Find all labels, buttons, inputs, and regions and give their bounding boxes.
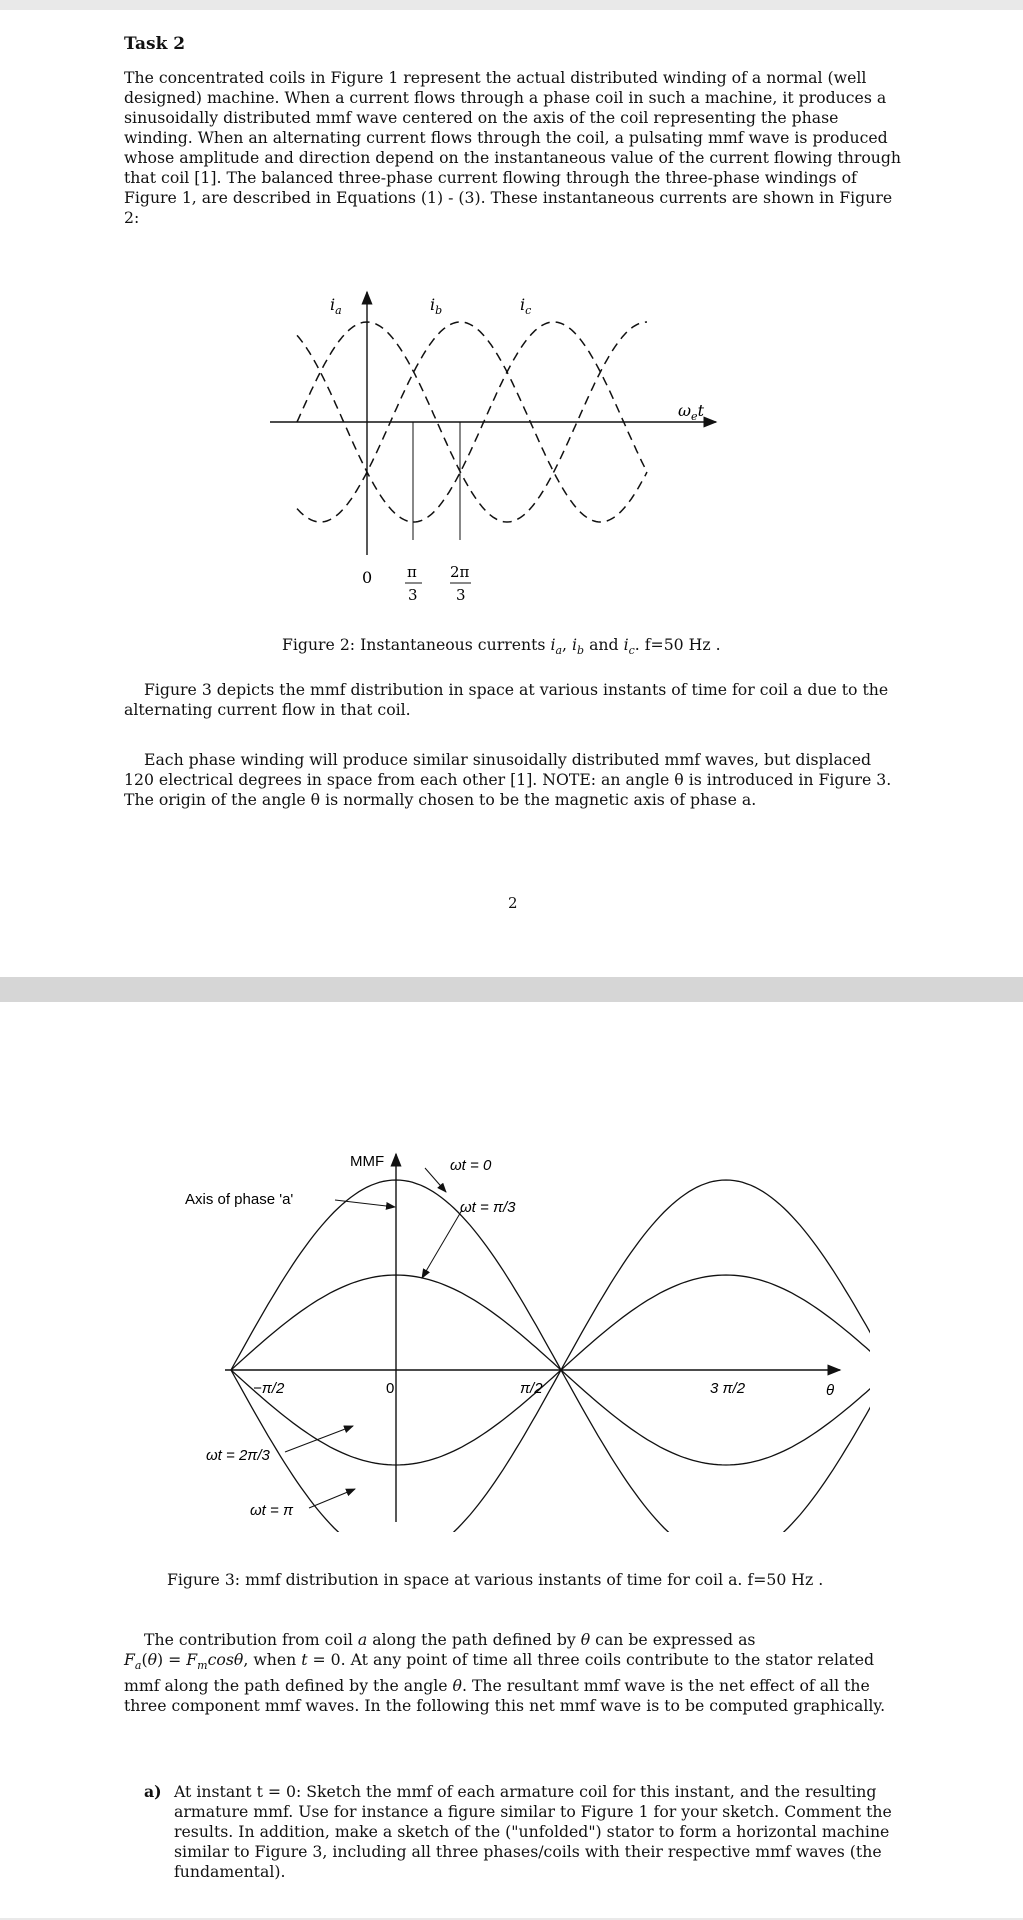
wt-2pi3-arrow xyxy=(285,1426,353,1452)
page-number: 2 xyxy=(508,894,518,912)
mmf-wt0-curve xyxy=(231,1180,870,1532)
wt-pi-arrow xyxy=(309,1489,355,1508)
tick-pi2: π/2 xyxy=(520,1380,543,1397)
wt-pi3-label: ωt = π/3 xyxy=(460,1199,516,1216)
contribution-paragraph: The contribution from coil a along the path defined by θ can be expressed as $F_a(\theta) = F_m\cos\theta$, when t = 0. At any point of time all three coils contribute to the stator related mmf along the path defined by the angle θ. The resultant mmf wave is the net effect of all the three component mmf waves. In the following this net mmf wave is to be computed graphically. xyxy=(124,1630,886,1716)
wt-pi-label: ωt = π xyxy=(250,1502,293,1519)
tick-2pi-den: 3 xyxy=(456,586,466,604)
tick-2pi-num: 2π xyxy=(450,563,470,581)
ic-label: $i_c$ xyxy=(520,295,532,317)
tick-pi-num: π xyxy=(407,563,417,581)
axis-phase-a-label: Axis of phase 'a' xyxy=(185,1191,294,1208)
wt-pi3-arrow xyxy=(422,1210,462,1278)
task-heading: Task 2 xyxy=(124,34,186,54)
figure-3-caption: Figure 3: mmf distribution in space at various instants of time for coil a. f=50 Hz . xyxy=(167,1570,824,1589)
figure-3-intro-paragraph: Figure 3 depicts the mmf distribution in space at various instants of time for coil a due to the alternating current flow in that coil. xyxy=(124,680,889,719)
mmf-wt-pi-curve xyxy=(231,1180,870,1532)
wt-2pi3-label: ωt = 2π/3 xyxy=(206,1447,270,1464)
page-1 xyxy=(0,10,1023,977)
mmf-label: MMF xyxy=(350,1153,385,1170)
tick-3pi2: 3 π/2 xyxy=(710,1380,746,1397)
tick-zero: 0 xyxy=(386,1380,395,1397)
figure-2-currents-plot xyxy=(270,280,740,620)
figure-2-caption: Figure 2: Instantaneous currents $i_a$, $i_b$ and $i_c$. f=50 Hz . xyxy=(282,635,721,658)
theta-label: θ xyxy=(826,1382,835,1399)
figure-3-mmf-plot xyxy=(150,1132,870,1532)
tick-pi-den: 3 xyxy=(408,586,418,604)
omega-t-label: $\omega_et$ xyxy=(678,401,704,423)
ib-label: $i_b$ xyxy=(430,295,443,317)
ia-label: $i_a$ xyxy=(330,295,342,317)
question-a-text: At instant t = 0: Sketch the mmf of each armature coil for this instant, and the resulting armature mmf. Use for instance a figure similar to Figure 1 for your sketch. Comment the results. In addition, make a sketch of the ("unfolded") stator to form a horizontal machine similar to Figure 3, including all three phases/coils with their respective mmf waves (the fundamental). xyxy=(174,1782,892,1881)
tick-zero: 0 xyxy=(362,568,373,587)
intro-paragraph: The concentrated coils in Figure 1 represent the actual distributed winding of a normal (well designed) machine. When a current flows through a phase coil in such a machine, it produces a sinusoidally distributed mmf wave centered on the axis of the coil representing the phase winding. When an alternating current flows through the coil, a pulsating mmf wave is produced whose amplitude and direction depend on the instantaneous value of the current flowing through that coil [1]. The balanced three-phase current flowing through the three-phase windings of Figure 1, are described in Equations (1) - (3). These instantaneous currents are shown in Figure 2: xyxy=(124,68,902,227)
question-a-label: a) xyxy=(144,1782,162,1801)
page-separator xyxy=(0,977,1023,1002)
wt0-label: ωt = 0 xyxy=(450,1157,492,1174)
phase-displacement-paragraph: Each phase winding will produce similar sinusoidally distributed mmf waves, but displaced 120 electrical degrees in space from each other [1]. NOTE: an angle θ is introduced in Figure 3. The origin of the angle θ is normally chosen to be the magnetic axis of phase a. xyxy=(124,750,892,809)
page-2 xyxy=(0,1002,1023,1918)
tick-neg-pi2: −π/2 xyxy=(253,1380,285,1397)
